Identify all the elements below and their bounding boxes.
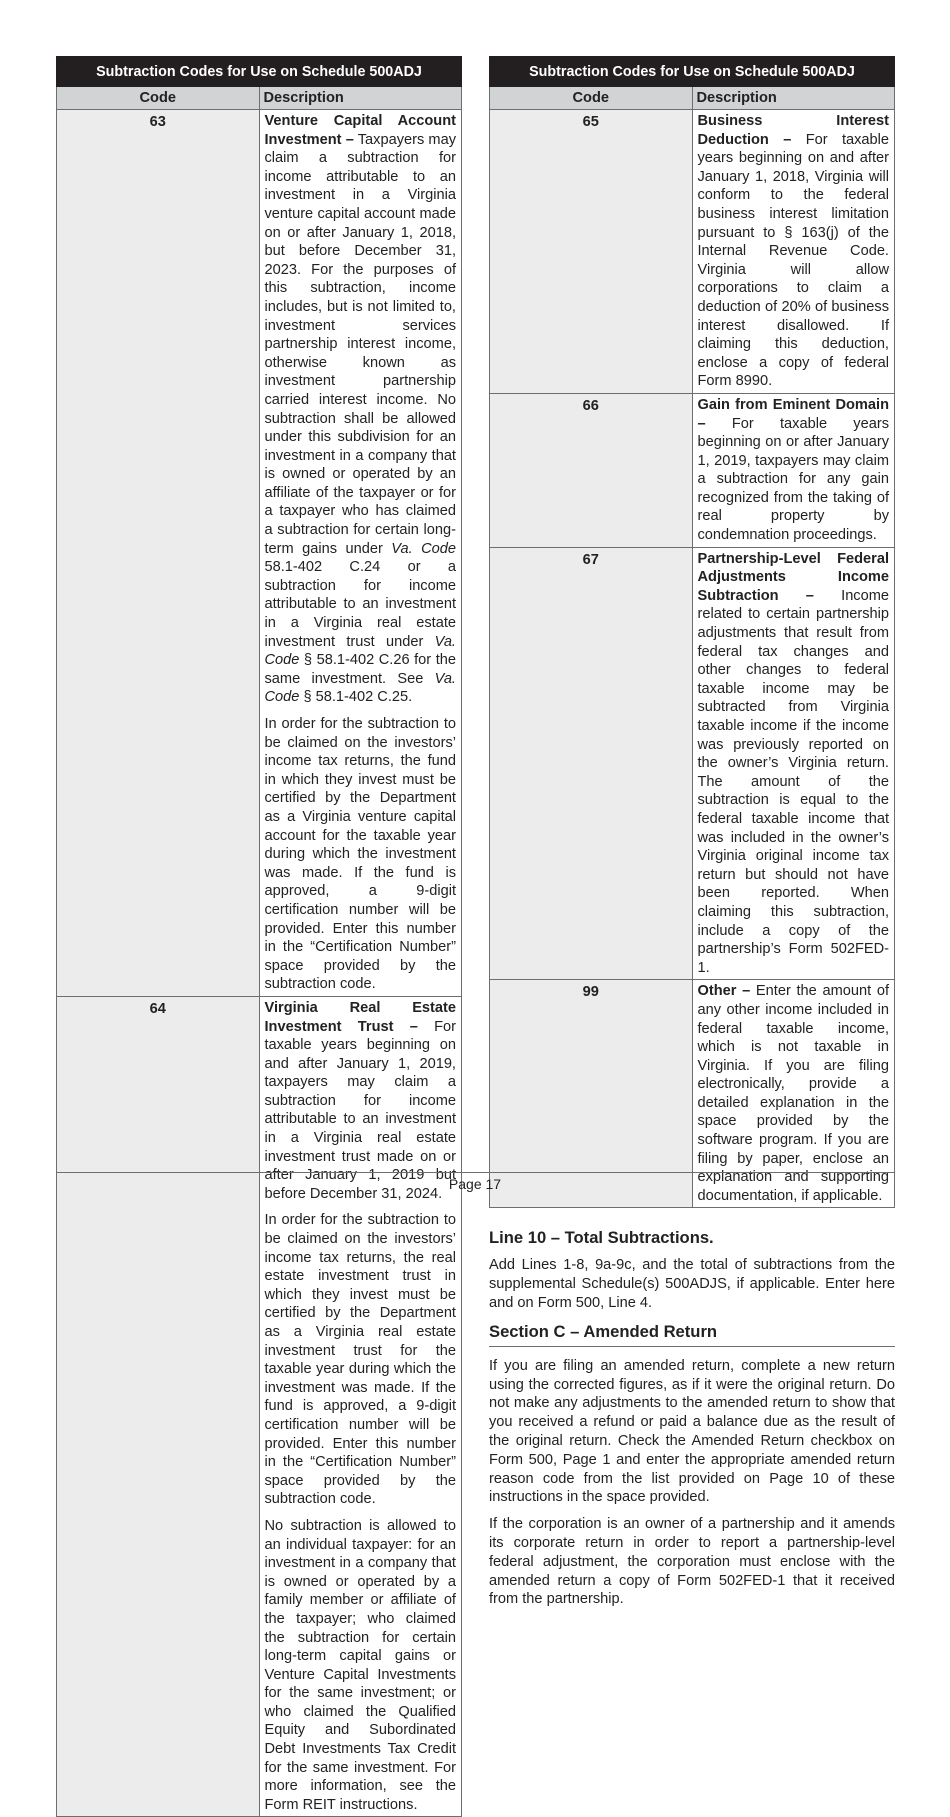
description-paragraph: Venture Capital Account Investment – Taxpayers may claim a subtraction for income attributable to an investment in a Virginia venture capital account made on or after January 1, 2018, but before December 31, 2023. For the purposes of this subtraction, income includes, but is not limited to, investment services partnership interest income, otherwise known as investment partnership carried interest income. No subtraction shall be allowed under this subdivision for an investment in a company that is owned or operated by an affiliate of the taxpayer or for a taxpayer who has claimed a subtraction for certain long-term gains under Va. Code 58.1-402 C.24 or a subtraction for income attributable to an investment in a Virginia real estate investment trust under Va. Code § 58.1-402 C.26 for the same investment. See Va. Code § 58.1-402 C.25. [264,113,457,706]
description-paragraph: Virginia Real Estate Investment Trust – For taxable years beginning on and after January 1, 2019, taxpayers may claim a subtraction for income attributable to an investment in a Virginia real estate investment trust made on or after January 1, 2019 but before December 31, 2024. [264,999,457,1202]
entry-title: Venture Capital Account Investment – [264,113,456,148]
page-number: Page 17 [448,1176,502,1192]
section-c-paragraph: If the corporation is an owner of a partnership and it amends its corporate return in order to report a partnership-level federal adjustment, the corporation must enclose with the amended return a copy of Form 502FED-1 that it received from the partnership. [489,1516,895,1608]
description-cell: Partnership-Level Federal Adjustments Income Subtraction – Income related to certain partnership adjustments that result from federal tax changes and other changes to federal taxable income may be subtracted from Virginia taxable income if the income was previously reported on the owner’s Virginia return. The amount of the subtraction is equal to the federal taxable income that was included in the owner’s Virginia original income tax return but should not have been reported. When claiming this subtraction, include a copy of the partnership’s Form 502FED-1. [692,547,895,980]
subtraction-codes-table-right [489,56,895,1208]
table-row-code-64 [57,996,462,1817]
code-cell: 67 [490,547,693,980]
code-cell: 66 [490,393,693,547]
code-cell: 64 [57,996,260,1817]
description-cell [259,110,462,997]
description-paragraph: No subtraction is allowed to an individual taxpayer: for an investment in a company that is owned or operated by a family member or affiliate of the taxpayer; who claimed the subtraction for certain long-term capital gains or Venture Capital Investments for the same investment; or who claimed the Qualified Equity and Subordinated Debt Investments Tax Credit for the same investment. For more information, see the Form REIT instructions. [264,1517,456,1813]
description-cell: Other – Enter the amount of any other income included in federal taxable income, which is not taxable in Virginia. If you are filing electronically, provide a detailed explanation in the space provided by the software program. If you are filing by paper, enclose an explanation and supporting documentation, if applicable. [692,980,895,1208]
description-cell: Business Interest Deduction – For taxable years beginning on and after January 1, 2018, Virginia will conform to the federal business interest limitation pursuant to § 163(j) of the Internal Revenue Code. Virginia will allow corporations to claim a deduction of 20% of business interest disallowed. If claiming this deduction, enclose a copy of federal Form 8990. [692,110,895,394]
table-title: Subtraction Codes for Use on Schedule 500ADJ [57,57,462,87]
right-column [489,56,895,1609]
table-row-code-65 [490,110,895,394]
section-c-heading: Section C – Amended Return [489,1321,718,1341]
left-column [56,56,462,1817]
subtraction-codes-table-left [56,56,462,1817]
entry-title: Virginia Real Estate Investment Trust – [264,999,456,1035]
table-row-code-99 [490,980,895,1208]
description-paragraph: In order for the subtraction to be claimed on the investors’ income tax returns, the real estate investment trust in which they invest must be certified by the Department as a Virginia real estate investment trust for the taxable year during which the investment was made. If the fund is approved, a 9-digit certification number will be provided. Enter this number in the “Certification Number” space provided by the subtraction code. [264,1212,456,1508]
table-row-code-63 [57,110,462,997]
code-cell: 65 [490,110,693,394]
description-cell [259,996,462,1817]
column-header-code: Code [57,87,260,110]
column-header-code: Code [490,87,693,110]
entry-title: Business Interest Deduction – [697,113,889,148]
code-cell: 63 [57,110,260,997]
table-row-code-66 [490,393,895,547]
description-cell: Gain from Eminent Domain – For taxable years beginning on or after January 1, 2019, taxpayers may claim a subtraction for any gain recognized from the taking of real property by condemnation proceedings. [692,393,895,547]
description-paragraph: In order for the subtraction to be claimed on the investors’ income tax returns, the fund in which they invest must be certified by the Department as a Virginia venture capital account for the taxable year during which the investment was made. If the fund is approved, a 9-digit certification number will be provided. Enter this number in the “Certification Number” space provided by the subtraction code. [264,716,456,993]
line10-heading: Line 10 – Total Subtractions. [489,1228,714,1248]
section-divider [489,1346,895,1347]
table-row-code-67 [490,547,895,980]
column-header-description: Description [259,87,462,110]
entry-title: Gain from Eminent Domain – [697,396,889,432]
entry-title: Partnership-Level Federal Adjustments Income Subtraction – [697,550,889,604]
entry-title: Other – [697,983,751,1000]
section-c-paragraph: If you are filing an amended return, complete a new return using the corrected figures, as if it were the original return. Do not make any adjustments to the amended return to show that you received a refund or paid a balance due as the result of the original return. Check the Amended Return checkbox on Form 500, Page 1 and enter the appropriate amended return reason code from the list provided on Page 10 of these instructions in the space provided. [489,1357,895,1506]
code-cell: 99 [490,980,693,1208]
footer-divider [56,1172,894,1173]
line10-text: Add Lines 1-8, 9a-9c, and the total of subtractions from the supplemental Schedule(s) 500ADJS, if applicable. Enter here and on Form 500, Line 4. [489,1257,895,1312]
column-header-description: Description [692,87,895,110]
table-title: Subtraction Codes for Use on Schedule 500ADJ [490,57,895,87]
